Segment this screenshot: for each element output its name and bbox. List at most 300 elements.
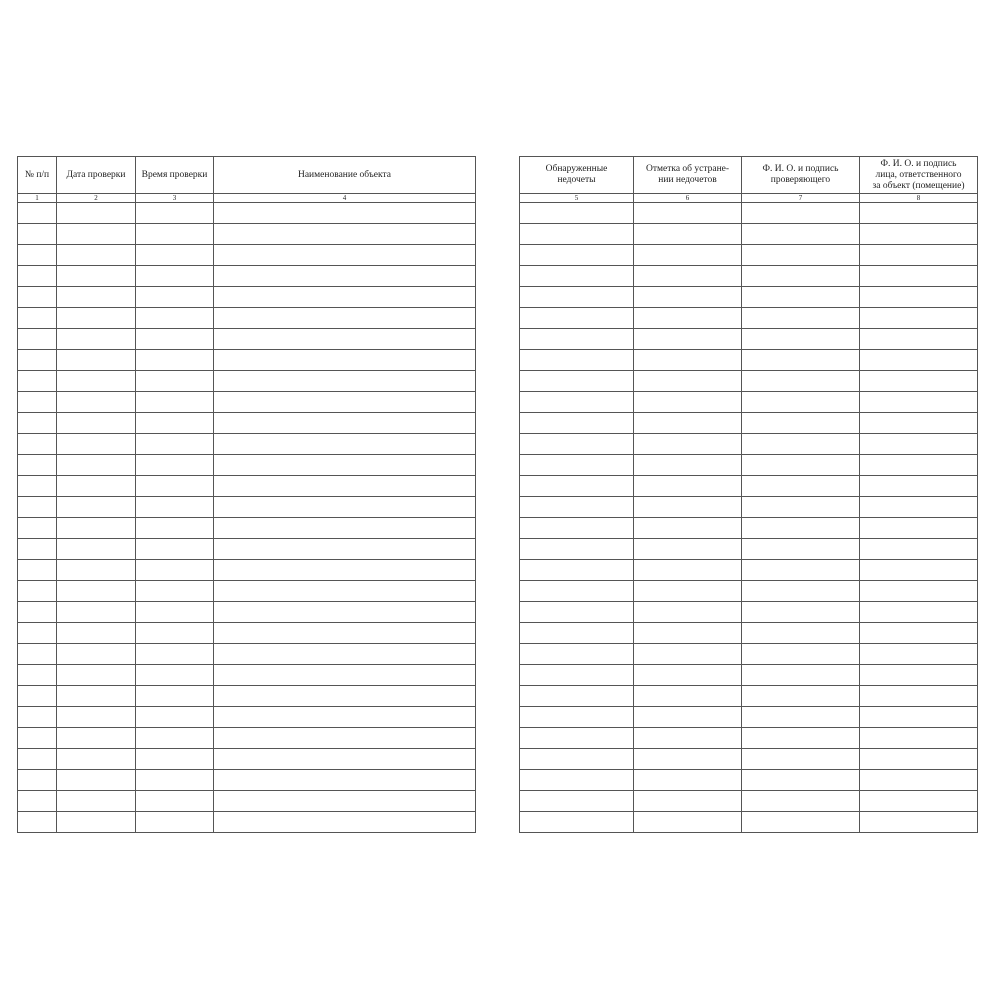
table-row — [18, 308, 476, 329]
table-cell[interactable] — [742, 791, 860, 812]
table-cell[interactable] — [214, 287, 476, 308]
table-cell[interactable] — [18, 644, 57, 665]
table-cell[interactable] — [214, 266, 476, 287]
table-row — [18, 371, 476, 392]
table-cell[interactable] — [520, 707, 634, 728]
table-cell[interactable] — [18, 707, 57, 728]
table-cell[interactable] — [57, 224, 136, 245]
table-cell[interactable] — [860, 392, 978, 413]
table-cell[interactable] — [136, 434, 214, 455]
table-row — [520, 791, 978, 812]
table-row — [520, 770, 978, 791]
table-row — [18, 329, 476, 350]
table-cell[interactable] — [214, 791, 476, 812]
column-number-2: 2 — [57, 194, 136, 203]
table-cell[interactable] — [860, 203, 978, 224]
table-cell[interactable] — [742, 476, 860, 497]
table-cell[interactable] — [136, 497, 214, 518]
table-row — [18, 644, 476, 665]
table-cell[interactable] — [18, 455, 57, 476]
table-cell[interactable] — [214, 539, 476, 560]
table-cell[interactable] — [860, 266, 978, 287]
table-cell[interactable] — [136, 770, 214, 791]
table-cell[interactable] — [18, 728, 57, 749]
table-cell[interactable] — [136, 266, 214, 287]
table-cell[interactable] — [634, 308, 742, 329]
table-cell[interactable] — [18, 308, 57, 329]
table-row — [18, 203, 476, 224]
table-cell[interactable] — [742, 455, 860, 476]
table-cell[interactable] — [136, 581, 214, 602]
table-cell[interactable] — [520, 560, 634, 581]
table-cell[interactable] — [18, 434, 57, 455]
table-row — [18, 602, 476, 623]
table-cell[interactable] — [634, 539, 742, 560]
table-cell[interactable] — [520, 602, 634, 623]
table-cell[interactable] — [136, 455, 214, 476]
table-row — [520, 644, 978, 665]
table-cell[interactable] — [214, 749, 476, 770]
table-cell[interactable] — [860, 497, 978, 518]
table-cell[interactable] — [742, 707, 860, 728]
table-row — [520, 686, 978, 707]
table-cell[interactable] — [214, 497, 476, 518]
table-row — [18, 770, 476, 791]
table-row — [18, 476, 476, 497]
table-cell[interactable] — [860, 623, 978, 644]
table-row — [18, 581, 476, 602]
table-cell[interactable] — [214, 665, 476, 686]
table-cell[interactable] — [520, 581, 634, 602]
column-number-8: 8 — [860, 194, 978, 203]
table-cell[interactable] — [18, 686, 57, 707]
table-row — [18, 665, 476, 686]
table-cell[interactable] — [520, 224, 634, 245]
table-cell[interactable] — [860, 476, 978, 497]
table-cell[interactable] — [860, 560, 978, 581]
table-cell[interactable] — [742, 350, 860, 371]
table-row — [18, 539, 476, 560]
table-cell[interactable] — [136, 728, 214, 749]
table-cell[interactable] — [136, 245, 214, 266]
table-cell[interactable] — [742, 329, 860, 350]
table-cell[interactable] — [860, 812, 978, 833]
table-cell[interactable] — [860, 665, 978, 686]
table-cell[interactable] — [214, 455, 476, 476]
table-cell[interactable] — [136, 812, 214, 833]
table-cell[interactable] — [520, 749, 634, 770]
table-cell[interactable] — [57, 665, 136, 686]
table-cell[interactable] — [18, 560, 57, 581]
table-row — [18, 287, 476, 308]
table-cell[interactable] — [57, 497, 136, 518]
table-cell[interactable] — [860, 581, 978, 602]
table-cell[interactable] — [860, 329, 978, 350]
table-cell[interactable] — [634, 560, 742, 581]
table-row — [18, 707, 476, 728]
table-cell[interactable] — [18, 497, 57, 518]
table-cell[interactable] — [18, 812, 57, 833]
table-cell[interactable] — [520, 539, 634, 560]
table-cell[interactable] — [18, 413, 57, 434]
table-cell[interactable] — [634, 791, 742, 812]
table-cell[interactable] — [18, 539, 57, 560]
table-cell[interactable] — [57, 728, 136, 749]
table-cell[interactable] — [18, 476, 57, 497]
table-cell[interactable] — [860, 287, 978, 308]
table-cell[interactable] — [634, 350, 742, 371]
column-number-row — [18, 194, 476, 203]
table-row — [520, 413, 978, 434]
table-cell[interactable] — [742, 245, 860, 266]
table-cell[interactable] — [742, 770, 860, 791]
table-row — [18, 392, 476, 413]
table-cell[interactable] — [214, 686, 476, 707]
table-cell[interactable] — [214, 476, 476, 497]
table-cell[interactable] — [860, 245, 978, 266]
table-cell[interactable] — [136, 623, 214, 644]
header-cell-date: Дата проверки — [57, 157, 136, 194]
table-cell[interactable] — [860, 413, 978, 434]
table-cell[interactable] — [742, 728, 860, 749]
table-cell[interactable] — [860, 602, 978, 623]
table-cell[interactable] — [860, 308, 978, 329]
table-cell[interactable] — [634, 392, 742, 413]
table-cell[interactable] — [860, 686, 978, 707]
table-cell[interactable] — [860, 350, 978, 371]
table-cell[interactable] — [520, 434, 634, 455]
table-cell[interactable] — [742, 224, 860, 245]
table-cell[interactable] — [18, 266, 57, 287]
table-row — [520, 476, 978, 497]
table-cell[interactable] — [57, 245, 136, 266]
table-cell[interactable] — [214, 245, 476, 266]
table-cell[interactable] — [520, 518, 634, 539]
table-cell[interactable] — [634, 287, 742, 308]
table-cell[interactable] — [136, 665, 214, 686]
table-cell[interactable] — [57, 329, 136, 350]
table-cell[interactable] — [634, 623, 742, 644]
table-cell[interactable] — [520, 266, 634, 287]
header-row — [18, 157, 476, 194]
table-cell[interactable] — [57, 539, 136, 560]
right-log-table — [519, 156, 978, 833]
table-row — [520, 308, 978, 329]
table-cell[interactable] — [136, 371, 214, 392]
table-cell[interactable] — [57, 812, 136, 833]
table-cell[interactable] — [57, 392, 136, 413]
table-cell[interactable] — [18, 623, 57, 644]
table-cell[interactable] — [520, 770, 634, 791]
table-cell[interactable] — [520, 497, 634, 518]
table-cell[interactable] — [18, 245, 57, 266]
table-cell[interactable] — [520, 413, 634, 434]
table-cell[interactable] — [742, 581, 860, 602]
table-cell[interactable] — [520, 203, 634, 224]
table-row — [520, 329, 978, 350]
table-cell[interactable] — [57, 770, 136, 791]
table-cell[interactable] — [742, 539, 860, 560]
table-cell[interactable] — [634, 812, 742, 833]
table-cell[interactable] — [214, 581, 476, 602]
table-cell[interactable] — [634, 728, 742, 749]
table-cell[interactable] — [18, 371, 57, 392]
table-cell[interactable] — [634, 329, 742, 350]
table-cell[interactable] — [57, 602, 136, 623]
table-row — [520, 287, 978, 308]
table-cell[interactable] — [742, 644, 860, 665]
table-cell[interactable] — [136, 539, 214, 560]
table-cell[interactable] — [57, 518, 136, 539]
header-cell-number: № п/п — [18, 157, 57, 194]
table-row — [520, 728, 978, 749]
table-cell[interactable] — [634, 749, 742, 770]
table-cell[interactable] — [634, 266, 742, 287]
table-cell[interactable] — [520, 665, 634, 686]
header-cell-inspector: Ф. И. О. и подпись проверяющего — [742, 157, 860, 194]
table-cell[interactable] — [520, 245, 634, 266]
header-cell-defects: Обнаруженные недочеты — [520, 157, 634, 194]
table-cell[interactable] — [742, 602, 860, 623]
table-row — [18, 791, 476, 812]
table-cell[interactable] — [57, 686, 136, 707]
table-cell[interactable] — [57, 707, 136, 728]
table-cell[interactable] — [634, 455, 742, 476]
table-cell[interactable] — [742, 434, 860, 455]
table-cell[interactable] — [742, 518, 860, 539]
table-cell[interactable] — [57, 476, 136, 497]
table-cell[interactable] — [520, 686, 634, 707]
table-cell[interactable] — [520, 791, 634, 812]
table-cell[interactable] — [57, 203, 136, 224]
table-cell[interactable] — [860, 791, 978, 812]
table-cell[interactable] — [214, 602, 476, 623]
table-cell[interactable] — [742, 749, 860, 770]
table-cell[interactable] — [634, 224, 742, 245]
table-cell[interactable] — [860, 455, 978, 476]
table-cell[interactable] — [57, 287, 136, 308]
table-cell[interactable] — [860, 644, 978, 665]
table-cell[interactable] — [18, 749, 57, 770]
table-cell[interactable] — [18, 665, 57, 686]
table-cell[interactable] — [18, 602, 57, 623]
column-number-5: 5 — [520, 194, 634, 203]
table-cell[interactable] — [742, 413, 860, 434]
column-number-6: 6 — [634, 194, 742, 203]
table-row — [520, 518, 978, 539]
table-cell[interactable] — [136, 203, 214, 224]
table-cell[interactable] — [136, 392, 214, 413]
table-cell[interactable] — [634, 707, 742, 728]
table-cell[interactable] — [634, 245, 742, 266]
header-row — [520, 157, 978, 194]
table-cell[interactable] — [520, 371, 634, 392]
table-row — [520, 665, 978, 686]
header-cell-responsible: Ф. И. О. и подпись лица, ответственного за объект (помещение) — [860, 157, 978, 194]
table-cell[interactable] — [860, 518, 978, 539]
table-cell[interactable] — [57, 791, 136, 812]
table-cell[interactable] — [136, 224, 214, 245]
table-cell[interactable] — [634, 518, 742, 539]
table-cell[interactable] — [136, 749, 214, 770]
table-cell[interactable] — [57, 560, 136, 581]
table-row — [18, 350, 476, 371]
column-number-3: 3 — [136, 194, 214, 203]
table-cell[interactable] — [57, 413, 136, 434]
table-cell[interactable] — [57, 350, 136, 371]
table-cell[interactable] — [214, 644, 476, 665]
table-cell[interactable] — [742, 371, 860, 392]
table-cell[interactable] — [520, 308, 634, 329]
table-cell[interactable] — [18, 581, 57, 602]
table-cell[interactable] — [214, 728, 476, 749]
table-cell[interactable] — [520, 812, 634, 833]
table-cell[interactable] — [742, 287, 860, 308]
table-row — [18, 518, 476, 539]
table-cell[interactable] — [18, 791, 57, 812]
table-cell[interactable] — [742, 560, 860, 581]
table-cell[interactable] — [634, 203, 742, 224]
header-cell-object-name: Наименование объекта — [214, 157, 476, 194]
table-cell[interactable] — [860, 707, 978, 728]
table-cell[interactable] — [136, 308, 214, 329]
table-row — [520, 203, 978, 224]
table-cell[interactable] — [136, 413, 214, 434]
table-row — [520, 623, 978, 644]
table-cell[interactable] — [214, 308, 476, 329]
table-cell[interactable] — [136, 350, 214, 371]
table-cell[interactable] — [136, 329, 214, 350]
table-cell[interactable] — [57, 749, 136, 770]
table-cell[interactable] — [520, 329, 634, 350]
table-cell[interactable] — [18, 329, 57, 350]
table-cell[interactable] — [214, 518, 476, 539]
table-cell[interactable] — [860, 224, 978, 245]
left-log-table — [17, 156, 476, 833]
table-cell[interactable] — [520, 350, 634, 371]
table-cell[interactable] — [742, 308, 860, 329]
table-cell[interactable] — [742, 266, 860, 287]
table-row — [18, 728, 476, 749]
table-cell[interactable] — [214, 329, 476, 350]
table-cell[interactable] — [214, 623, 476, 644]
table-cell[interactable] — [136, 518, 214, 539]
table-cell[interactable] — [634, 413, 742, 434]
table-row — [18, 455, 476, 476]
table-cell[interactable] — [742, 623, 860, 644]
table-row — [520, 749, 978, 770]
table-cell[interactable] — [136, 707, 214, 728]
table-cell[interactable] — [214, 371, 476, 392]
table-row — [18, 434, 476, 455]
table-cell[interactable] — [214, 350, 476, 371]
table-cell[interactable] — [57, 644, 136, 665]
table-cell[interactable] — [520, 455, 634, 476]
table-cell[interactable] — [214, 413, 476, 434]
table-cell[interactable] — [860, 371, 978, 392]
table-cell[interactable] — [742, 392, 860, 413]
table-cell[interactable] — [634, 371, 742, 392]
table-cell[interactable] — [520, 476, 634, 497]
table-cell[interactable] — [214, 434, 476, 455]
table-cell[interactable] — [57, 371, 136, 392]
table-cell[interactable] — [860, 728, 978, 749]
column-number-row — [520, 194, 978, 203]
table-cell[interactable] — [214, 560, 476, 581]
table-cell[interactable] — [57, 581, 136, 602]
table-cell[interactable] — [634, 434, 742, 455]
table-cell[interactable] — [520, 623, 634, 644]
table-cell[interactable] — [18, 770, 57, 791]
table-cell[interactable] — [18, 224, 57, 245]
table-cell[interactable] — [742, 497, 860, 518]
table-row — [520, 497, 978, 518]
table-row — [520, 539, 978, 560]
table-cell[interactable] — [214, 770, 476, 791]
table-cell[interactable] — [860, 770, 978, 791]
table-cell[interactable] — [136, 686, 214, 707]
column-number-4: 4 — [214, 194, 476, 203]
table-cell[interactable] — [634, 497, 742, 518]
column-number-7: 7 — [742, 194, 860, 203]
header-cell-fix-mark: Отметка об устране- нии недочетов — [634, 157, 742, 194]
table-row — [520, 602, 978, 623]
table-cell[interactable] — [860, 539, 978, 560]
table-cell[interactable] — [520, 392, 634, 413]
table-cell[interactable] — [136, 476, 214, 497]
table-cell[interactable] — [214, 224, 476, 245]
table-cell[interactable] — [57, 623, 136, 644]
table-cell[interactable] — [520, 728, 634, 749]
table-cell[interactable] — [136, 644, 214, 665]
table-cell[interactable] — [18, 287, 57, 308]
table-cell[interactable] — [742, 203, 860, 224]
table-cell[interactable] — [136, 560, 214, 581]
table-cell[interactable] — [136, 602, 214, 623]
table-row — [18, 749, 476, 770]
table-cell[interactable] — [136, 791, 214, 812]
table-cell[interactable] — [214, 812, 476, 833]
table-cell[interactable] — [214, 707, 476, 728]
table-cell[interactable] — [634, 581, 742, 602]
table-cell[interactable] — [57, 266, 136, 287]
table-cell[interactable] — [520, 287, 634, 308]
table-cell[interactable] — [57, 434, 136, 455]
table-cell[interactable] — [214, 392, 476, 413]
table-cell[interactable] — [18, 392, 57, 413]
table-cell[interactable] — [860, 434, 978, 455]
table-cell[interactable] — [742, 686, 860, 707]
table-cell[interactable] — [634, 476, 742, 497]
table-cell[interactable] — [634, 770, 742, 791]
table-cell[interactable] — [634, 602, 742, 623]
table-cell[interactable] — [520, 644, 634, 665]
table-cell[interactable] — [57, 308, 136, 329]
table-row — [18, 812, 476, 833]
table-cell[interactable] — [860, 749, 978, 770]
table-cell[interactable] — [634, 644, 742, 665]
table-cell[interactable] — [742, 812, 860, 833]
table-cell[interactable] — [57, 455, 136, 476]
table-cell[interactable] — [18, 350, 57, 371]
table-cell[interactable] — [18, 203, 57, 224]
table-cell[interactable] — [634, 665, 742, 686]
table-cell[interactable] — [18, 518, 57, 539]
table-cell[interactable] — [742, 665, 860, 686]
table-cell[interactable] — [136, 287, 214, 308]
table-cell[interactable] — [214, 203, 476, 224]
table-cell[interactable] — [634, 686, 742, 707]
